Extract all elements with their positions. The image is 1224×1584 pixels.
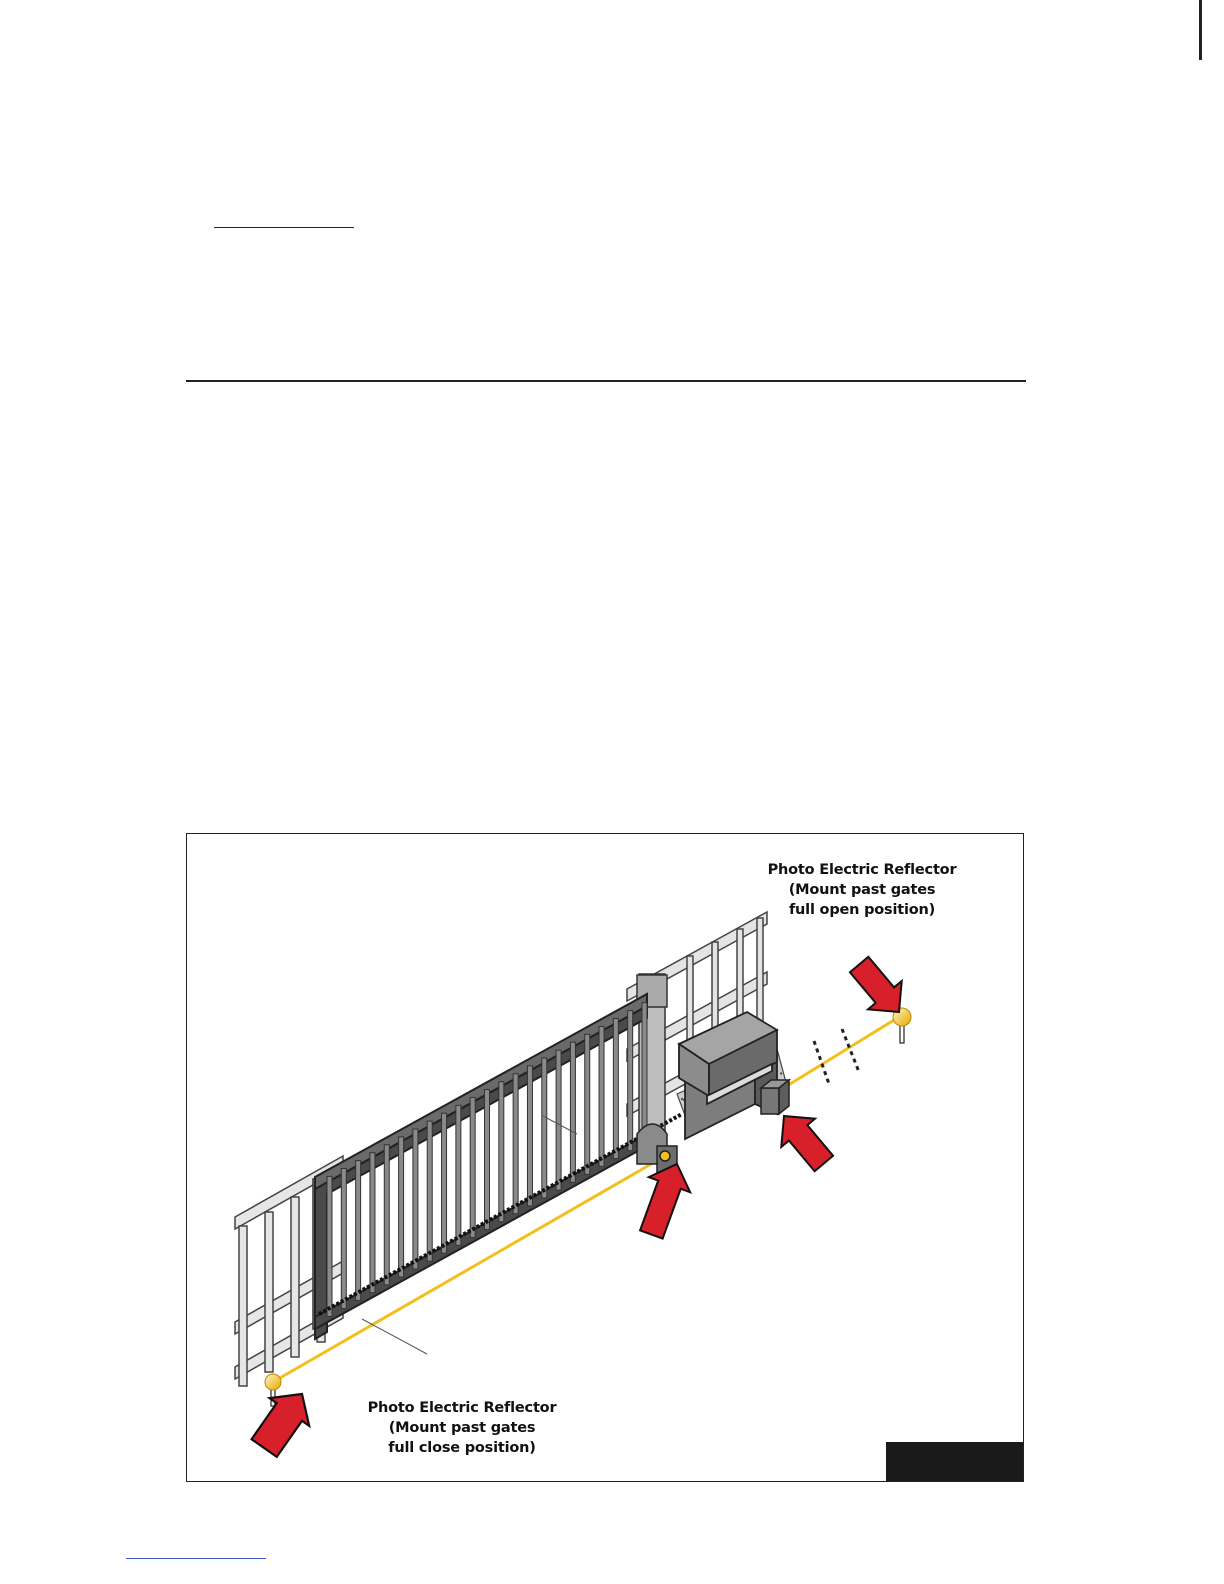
gate-illustration — [187, 834, 1024, 1482]
gate-picket — [413, 1129, 418, 1269]
gate-picket — [442, 1113, 447, 1253]
gate-picket — [556, 1050, 561, 1190]
gate-picket — [585, 1034, 590, 1174]
caption-line: (Mount past gates — [788, 882, 936, 898]
caption-line: full close position) — [388, 1440, 536, 1456]
gate-picket — [542, 1058, 547, 1198]
gravel-dot — [780, 1072, 782, 1074]
reflector-close-caption — [347, 1398, 577, 1458]
gate-picket — [370, 1153, 375, 1293]
gate-picket — [384, 1145, 389, 1285]
gate-picket — [470, 1097, 475, 1237]
gate-picket — [327, 1176, 332, 1316]
reflector-open-caption — [747, 860, 977, 920]
caption-line: Photo Electric Reflector — [767, 862, 957, 878]
heading-underline — [214, 227, 354, 228]
gate-picket — [599, 1026, 604, 1166]
caption-line: full open position) — [788, 902, 936, 918]
photo-eye-sensor-icon — [761, 1080, 789, 1114]
gate-picket — [485, 1090, 490, 1230]
gate-picket — [499, 1082, 504, 1222]
leader-line — [362, 1319, 427, 1354]
footer-link-underline[interactable] — [126, 1558, 266, 1559]
red-arrow-icon — [244, 1380, 322, 1462]
gate-picket — [570, 1042, 575, 1182]
gate-picket — [513, 1074, 518, 1214]
gate-picket — [628, 1011, 633, 1151]
caption-line: (Mount past gates — [388, 1420, 536, 1436]
gate-picket — [399, 1137, 404, 1277]
sliding-gate — [315, 994, 647, 1339]
page-edge-bar — [1199, 0, 1202, 60]
gate-pickets — [327, 1003, 647, 1317]
gate-picket — [356, 1161, 361, 1301]
section-divider — [186, 380, 1026, 382]
gate-picket — [456, 1105, 461, 1245]
reflector-post-icon — [893, 1008, 911, 1043]
beam-open — [777, 1017, 899, 1092]
caption-line: Photo Electric Reflector — [367, 1400, 557, 1416]
figure-label-tab — [886, 1442, 1024, 1482]
installation-figure — [186, 833, 1024, 1482]
gate-picket — [613, 1019, 618, 1159]
gate-picket — [527, 1066, 532, 1206]
gate-picket — [427, 1121, 432, 1261]
gate-picket — [341, 1168, 346, 1308]
gate-picket — [642, 1003, 647, 1143]
